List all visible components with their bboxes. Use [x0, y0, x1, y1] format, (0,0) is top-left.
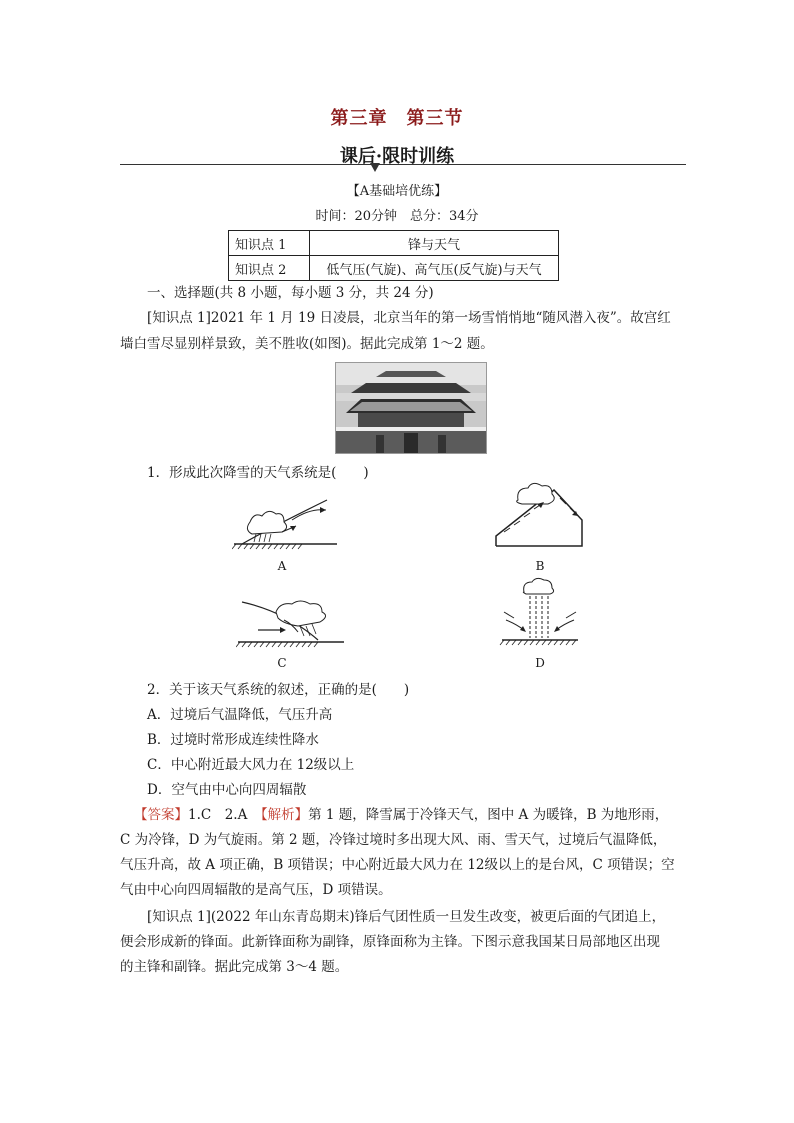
question-1-stem: 1．形成此次降雪的天气系统是( ) [147, 465, 369, 481]
intro-line: 的主锋和副锋。据此完成第 3～4 题。 [120, 959, 349, 975]
triangle-marker-icon [370, 163, 380, 172]
table-row [229, 231, 559, 256]
table-row [229, 256, 559, 281]
intro-line: 便会形成新的锋面。此新锋面称为副锋，原锋面称为主锋。下图示意我国某日局部地区出现 [120, 934, 660, 950]
question-2-stem: 2．关于该天气系统的叙述，正确的是( ) [147, 682, 410, 698]
diagram-label: C [277, 656, 287, 670]
title-rule [120, 164, 686, 165]
option-d: D．空气由中心向四周辐散 [147, 782, 307, 798]
answer-line [134, 804, 668, 826]
diagram-d-cyclone-rain [498, 576, 582, 650]
option-c: C．中心附近最大风力在 12级以上 [147, 757, 355, 773]
option-a: A．过境后气温降低，气压升高 [147, 707, 333, 723]
knowledge-point-table [228, 230, 559, 281]
intro-line: [知识点 1](2022 年山东青岛期末)锋后气团性质一旦发生改变，被更后面的气团追上， [147, 909, 666, 925]
option-b: B．过境时常形成连续性降水 [147, 732, 319, 748]
time-info: 时间：20分钟 总分：34分 [315, 209, 479, 224]
diagram-a-warm-front [232, 492, 342, 554]
page-subtitle: 课后·限时训练 [339, 146, 455, 167]
part-heading: 一、选择题(共 8 小题，每小题 3 分，共 24 分) [147, 285, 434, 301]
diagram-label: B [535, 559, 545, 573]
table-cell: 知识点 1 [229, 231, 310, 256]
forbidden-city-photo [335, 362, 487, 454]
analysis-tag: 【解析】 [260, 807, 309, 823]
intro-line: 墙白雪尽显别样景致，美不胜收(如图)。据此完成第 1～2 题。 [120, 336, 494, 352]
diagram-b-orographic-rain [490, 480, 600, 552]
chapter-title: 第三章 第三节 [330, 108, 464, 129]
diagram-c-cold-front [236, 596, 348, 654]
answer-tag: 【答案】 [134, 807, 188, 823]
diagram-label: D [535, 656, 545, 670]
section-heading: 【A基础培优练】 [346, 184, 448, 199]
intro-line: [知识点 1]2021 年 1 月 19 日凌晨，北京当年的第一场雪悄悄地“随风潜入夜”。故宫红 [147, 310, 671, 326]
table-cell: 锋与天气 [310, 231, 559, 256]
analysis-line: C 为冷锋，D 为气旋雨。第 2 题，冷锋过境时多出现大风、雨、雪天气，过境后气温降低， [120, 832, 667, 848]
analysis-line: 气压升高，故 A 项正确，B 项错误；中心附近最大风力在 12级以上的是台风，C 项错误；空 [120, 857, 675, 873]
table-cell: 知识点 2 [229, 256, 310, 281]
analysis-text: 第 1 题，降雪属于冷锋天气，图中 A 为暖锋，B 为地形雨， [308, 807, 669, 823]
table-cell: 低气压(气旋)、高气压(反气旋)与天气 [310, 256, 559, 281]
analysis-line: 气由中心向四周辐散的是高气压，D 项错误。 [120, 882, 392, 898]
answer-value: 1.C 2.A [188, 807, 261, 823]
diagram-label: A [277, 559, 287, 573]
